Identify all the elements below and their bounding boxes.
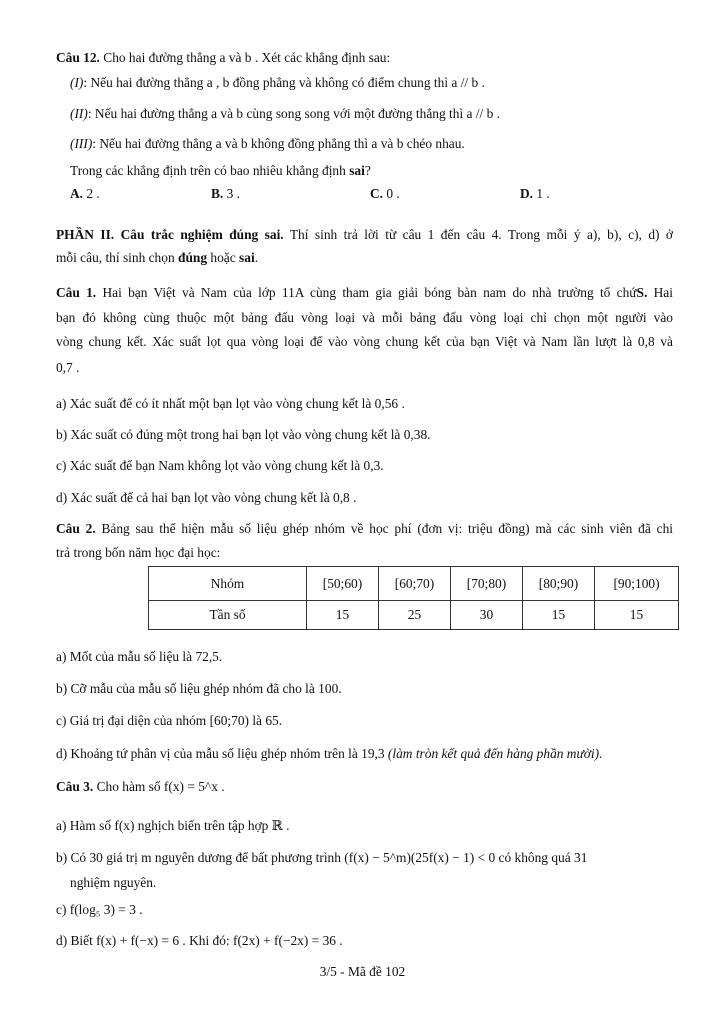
table-cell: [70;80) xyxy=(451,567,523,601)
c3-item-d: d) Biết f(x) + f(−x) = 6 . Khi đó: f(2x) + f(−2x) = 36 . xyxy=(56,933,343,948)
q12-statement-2 xyxy=(70,105,673,123)
q12-label: Câu 12. xyxy=(56,50,100,65)
c2-item-b: b) Cỡ mẫu của mẫu số liệu ghép nhóm đã cho là 100. xyxy=(56,681,342,696)
table-cell: [90;100) xyxy=(595,567,679,601)
q12-options xyxy=(70,186,670,204)
q12-intro-line xyxy=(56,49,673,67)
c3-intro-line: Câu 3. Cho hàm số f(x) = 5^x . xyxy=(56,779,225,794)
c1-line-1: Câu 1. Hai bạn Việt và Nam của lớp 11A cùng tham gia giải bóng bàn nam do nhà trường tổ chứS. Hai xyxy=(56,285,673,300)
c2-item-a: a) Mốt của mẫu số liệu là 72,5. xyxy=(56,649,223,664)
c3-label: Câu 3. xyxy=(56,779,94,794)
part2-heading-line xyxy=(56,226,673,244)
q12-option-c: C. 0 . xyxy=(370,186,400,201)
q12-question-pre: Trong các khẳng định trên có bao nhiêu khẳng định xyxy=(70,163,346,178)
part2-true-word: đúng xyxy=(178,250,208,265)
q12-statement-3 xyxy=(70,135,673,153)
table-header-frequency: Tần số xyxy=(149,601,307,630)
table-header-group: Nhóm xyxy=(149,567,307,601)
q12-question-bold: sai xyxy=(349,163,365,178)
q12-s3-text: : Nếu hai đường thẳng a và b không đồng phẳng thì a và b chéo nhau. xyxy=(92,136,465,151)
part2-instructions: Thí sinh trả lời từ câu 1 đến câu 4. Trong mỗi ý a), b), c), d) ở xyxy=(289,227,673,242)
q12-option-a: A. 2 . xyxy=(70,186,100,201)
part2-instructions-2: mỗi câu, thí sinh chọn đúng hoặc sai. xyxy=(56,250,259,265)
table-cell: 25 xyxy=(379,601,451,630)
table-cell: [80;90) xyxy=(523,567,595,601)
c1-item-d: d) Xác suất để cả hai bạn lọt vào vòng chung kết là 0,8 . xyxy=(56,490,357,505)
q12-question-post: ? xyxy=(364,163,371,178)
page-footer: 3/5 - Mã đề 102 xyxy=(319,964,406,979)
table-cell: 15 xyxy=(523,601,595,630)
q12-option-d: D. 1 . xyxy=(520,186,550,201)
c3-item-a: a) Hàm số f(x) nghịch biến trên tập hợp ℝ . xyxy=(56,818,290,833)
table-cell: [50;60) xyxy=(307,567,379,601)
c2-line-1: Câu 2. Bảng sau thể hiện mẫu số liệu ghép nhóm về học phí (đơn vị: triệu đồng) mà các sinh viên đã chi xyxy=(56,521,673,536)
q12-statement-1 xyxy=(70,74,673,92)
part2-heading: PHẦN II. Câu trắc nghiệm đúng sai. xyxy=(56,227,284,242)
q12-s2-text: : Nếu hai đường thẳng a và b cùng song song với một đường thẳng thì a // b . xyxy=(87,106,500,121)
c2-line-2: trả trong bốn năm học đại học: xyxy=(56,545,221,560)
c2-item-c: c) Giá trị đại diện của nhóm [60;70) là 65. xyxy=(56,713,283,728)
q12-s3-tag: (III) xyxy=(70,136,93,151)
q12-s1-tag: (I) xyxy=(70,75,84,90)
table-row xyxy=(149,567,679,601)
c1-item-b: b) Xác suất có đúng một trong hai bạn lọt vào vòng chung kết là 0,38. xyxy=(56,427,431,442)
frequency-table xyxy=(148,566,679,630)
c1-item-c: c) Xác suất để bạn Nam không lọt vào vòng chung kết là 0,3. xyxy=(56,458,384,473)
q12-s1-text: : Nếu hai đường thẳng a , b đồng phẳng và không có điểm chung thì a // b . xyxy=(83,75,485,90)
c1-line-3: vòng chung kết. Xác suất lọt qua vòng loại để vào vòng chung kết của bạn Việt và Nam lần lượt là 0,8 và xyxy=(56,334,673,349)
c3-item-c: c) f(log₅ 3) = 3 . xyxy=(56,902,143,917)
q12-intro: Cho hai đường thẳng a và b . Xét các khẳng định sau: xyxy=(103,50,391,65)
part2-false-word: sai xyxy=(239,250,255,265)
table-row xyxy=(149,601,679,630)
c3-item-b: b) Có 30 giá trị m nguyên dương để bất phương trình (f(x) − 5^m)(25f(x) − 1) < 0 có không quá 31 xyxy=(56,850,588,865)
table-cell: 30 xyxy=(451,601,523,630)
q12-s2-tag: (II) xyxy=(70,106,88,121)
c2-label: Câu 2. xyxy=(56,521,96,536)
table-cell: [60;70) xyxy=(379,567,451,601)
c1-label: Câu 1. xyxy=(56,285,97,300)
c1-line-2: bạn đó không cùng thuộc một bảng đấu vòng loại và mỗi bảng đấu vòng loại chỉ chọn một người vào xyxy=(56,310,673,325)
q12-question xyxy=(70,162,673,180)
table-cell: 15 xyxy=(307,601,379,630)
c3-item-b-cont: nghiệm nguyên. xyxy=(70,875,157,890)
c2-item-d-note: (làm tròn kết quả đến hàng phần mười). xyxy=(387,746,603,761)
c1-item-a: a) Xác suất để có ít nhất một bạn lọt vào vòng chung kết là 0,56 . xyxy=(56,396,405,411)
c1-line-4: 0,7 . xyxy=(56,360,80,375)
c2-item-d: d) Khoảng tứ phân vị của mẫu số liệu ghép nhóm trên là 19,3 (làm tròn kết quả đến hàng phần mười). xyxy=(56,746,603,761)
table-cell: 15 xyxy=(595,601,679,630)
q12-option-b: B. 3 . xyxy=(211,186,241,201)
